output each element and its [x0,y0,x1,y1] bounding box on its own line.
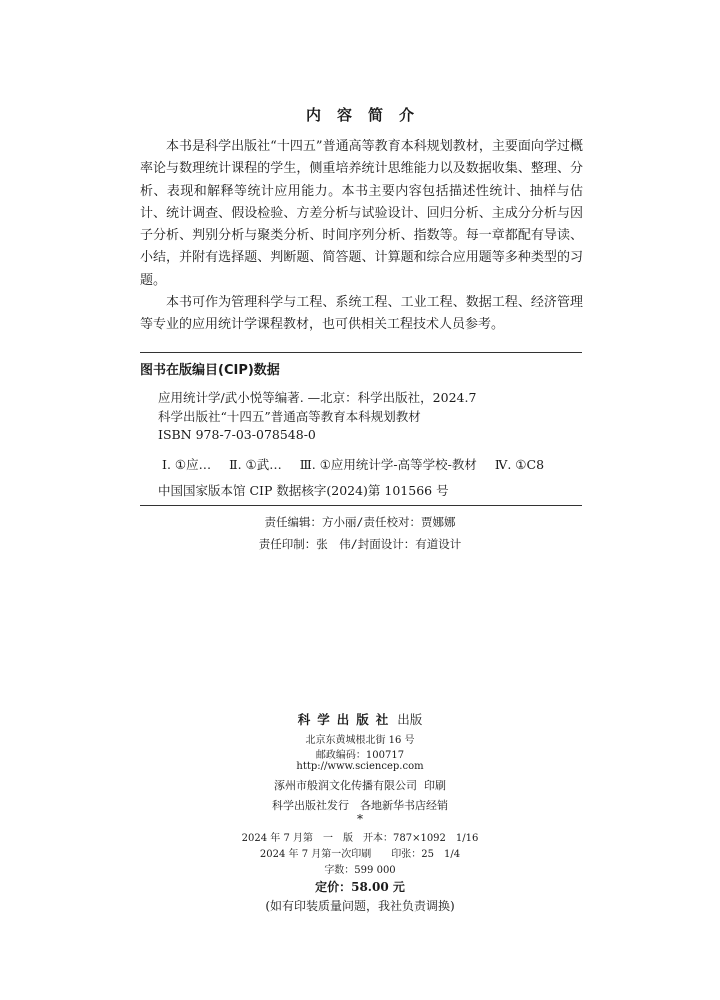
publisher-address: 北京东黄城根北街 16 号 [305,735,415,746]
cip-class-4: Ⅳ. ①C8 [494,457,545,472]
cip-record-number: 中国国家版本馆 CIP 数据核字(2024)第 101566 号 [158,483,449,498]
printing-line: 2024 年 7 月第一次印刷 印张：25 1/4 [259,849,461,860]
cip-class-3: Ⅲ. ①应用统计学-高等学校-教材 [299,457,477,472]
publisher-url: http://www.sciencep.com [296,761,424,772]
cip-heading: 图书在版编目(CIP)数据 [140,363,280,378]
staff-editors: 责任编辑：方小丽/责任校对：贾娜娜 [264,515,456,529]
quality-notice: (如有印装质量问题，我社负责调换) [265,899,455,913]
publisher-line [0,710,720,728]
publisher-postcode: 邮政编码：100717 [315,750,405,761]
intro-paragraph-1: 本书是科学出版社“十四五”普通高等教育本科规划教材，主要面向学过概率论与数理统计课程的学生，侧重培养统计思维能力以及数据收集、整理、分析、表现和解释等统计应用能力。本书主要内容包括描述性统计、抽样与估计、统计调查、假设检验、方差分析与试验设计、回归分析、主成分分析与因子分析、判别分析与聚类分析、时间序列分析、指数等。每一章都配有导读、小结，并附有选择题、判断题、简答题、计算题和综合应用题等多种类型的习题。 [140,139,583,288]
separator-star: * [357,812,363,826]
cip-classification [162,455,558,473]
cip-top-rule [140,352,582,353]
price-line: 定价：58.00 元 [315,880,405,894]
distributor-line: 科学出版社发行 各地新华书店经销 [272,799,448,812]
staff-printing-design: 责任印制：张 伟/封面设计：有道设计 [258,537,462,551]
printer-line: 涿州市般润文化传播有限公司 印刷 [274,779,446,792]
cip-isbn: ISBN 978-7-03-078548-0 [158,427,316,442]
edition-line: 2024 年 7 月第 一 版 开本：787×1092 1/16 [241,833,479,844]
cip-bottom-rule [140,505,582,506]
word-count: 字数：599 000 [324,865,396,876]
intro-paragraph-2: 本书可作为管理科学与工程、系统工程、工业工程、数据工程、经济管理等专业的应用统计学课程教材，也可供相关工程技术人员参考。 [140,295,583,333]
intro-title: 内容简介 [305,106,430,124]
cip-class-1: Ⅰ. ①应… [162,457,212,472]
intro-body [140,136,583,337]
cip-title-line: 应用统计学/武小悦等编著. —北京：科学出版社，2024.7 [158,390,477,405]
cip-class-2: Ⅱ. ①武… [229,457,282,472]
cip-series-line: 科学出版社“十四五”普通高等教育本科规划教材 [158,409,421,424]
publisher-name: 科学出版社 [297,712,396,727]
publisher-suffix: 出版 [397,712,423,727]
